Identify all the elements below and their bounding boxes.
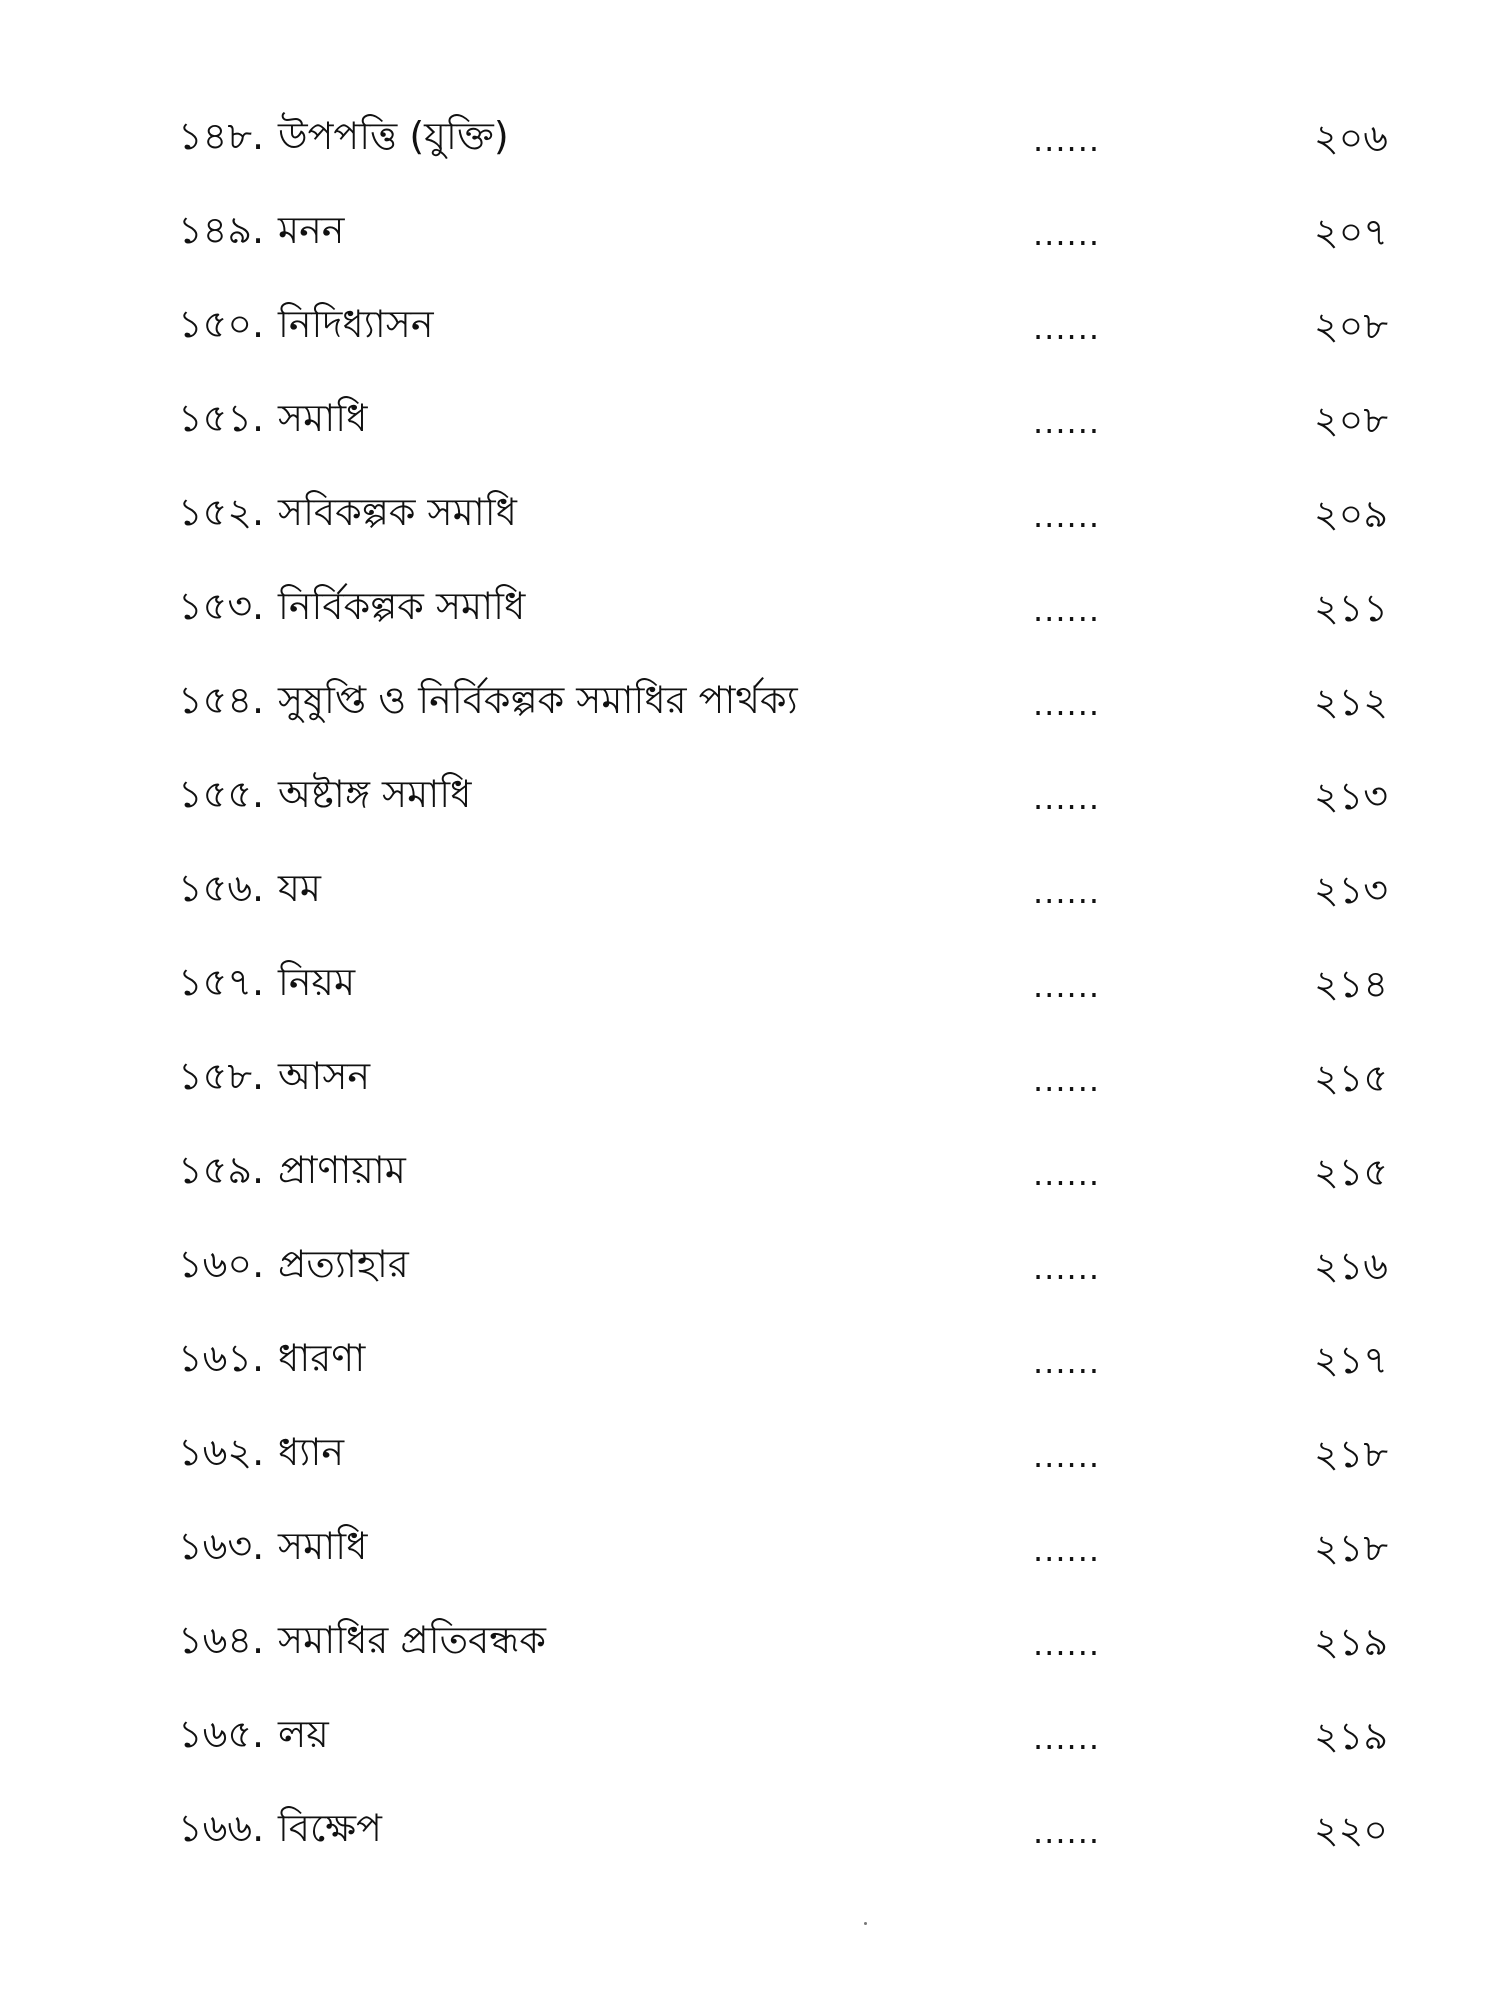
toc-entry-number: ১৫৯. [178,1148,265,1192]
toc-entry-title: বিক্ষেপ [278,1806,382,1850]
toc-entry-page: ২১৯ [1313,1620,1388,1664]
toc-dot-leader: ...... [1033,1719,1101,1757]
toc-entry-title: প্রাণায়াম [278,1148,406,1192]
toc-dot-leader: ...... [1033,1813,1101,1851]
toc-entry-title: আসন [278,1054,371,1098]
toc-entry-page: ২১৮ [1313,1432,1388,1476]
toc-entry-number: ১৬৫. [178,1712,265,1756]
toc-entry-number: ১৫৪. [178,678,265,722]
toc-entry-page: ২১৬ [1313,1244,1388,1288]
toc-entry-title: যম [278,866,321,910]
toc-entry [178,570,1388,664]
toc-entry-page: ২০৮ [1313,398,1388,442]
toc-entry-title: সুষুপ্তি ও নির্বিকল্পক সমাধির পার্থক্য [278,678,798,722]
toc-entry-title: সমাধির প্রতিবন্ধক [278,1618,546,1662]
toc-entry-number: ১৬৩. [178,1524,265,1568]
toc-entry-number: ১৫৬. [178,866,265,910]
toc-entry [178,1604,1388,1698]
toc-entry-title: নিয়ম [278,960,356,1004]
toc-entry [178,1510,1388,1604]
toc-dot-leader: ...... [1033,1437,1101,1475]
toc-entry-page: ২০৮ [1313,304,1388,348]
toc-entry-page: ২১৩ [1313,774,1388,818]
toc-entry-title: মনন [278,208,345,252]
toc-dot-leader: ...... [1033,967,1101,1005]
toc-entry [178,194,1388,288]
toc-dot-leader: ...... [1033,1061,1101,1099]
toc-entry [178,1698,1388,1792]
toc-entry-page: ২০৬ [1313,116,1388,160]
toc-entry-number: ১৪৯. [178,208,265,252]
toc-entry [178,946,1388,1040]
toc-entry-number: ১৬৪. [178,1618,265,1662]
toc-dot-leader: ...... [1033,1155,1101,1193]
toc-entry-title: প্রত্যাহার [278,1242,409,1286]
toc-entry-number: ১৬২. [178,1430,265,1474]
toc-entry-page: ২১৩ [1313,868,1388,912]
toc-entry-number: ১৬১. [178,1336,265,1380]
toc-entry [178,1416,1388,1510]
toc-entry [178,664,1388,758]
toc-dot-leader: ...... [1033,121,1101,159]
toc-dot-leader: ...... [1033,779,1101,817]
toc-entry-number: ১৬৬. [178,1806,265,1850]
toc-entry-title: নিদিধ্যাসন [278,302,434,346]
toc-entry-title: লয় [278,1712,329,1756]
toc-entry [178,1322,1388,1416]
table-of-contents [178,100,1388,1886]
toc-entry [178,1792,1388,1886]
toc-dot-leader: ...... [1033,873,1101,911]
toc-entry [178,288,1388,382]
toc-entry-title: ধ্যান [278,1430,345,1474]
toc-entry-title: সমাধি [278,396,368,440]
toc-entry-page: ২০৯ [1313,492,1388,536]
toc-entry-title: উপপত্তি (যুক্তি) [278,114,509,158]
toc-dot-leader: ...... [1033,1343,1101,1381]
toc-entry-number: ১৫১. [178,396,265,440]
toc-entry-page: ২০৭ [1313,210,1388,254]
toc-entry-title: অষ্টাঙ্গ সমাধি [278,772,472,816]
toc-entry-number: ১৫৫. [178,772,265,816]
toc-entry [178,476,1388,570]
toc-entry-title: ধারণা [278,1336,366,1380]
toc-entry-page: ২১৪ [1313,962,1388,1006]
toc-dot-leader: ...... [1033,1249,1101,1287]
toc-entry [178,1228,1388,1322]
toc-entry [178,100,1388,194]
toc-entry-page: ২১২ [1313,680,1388,724]
toc-dot-leader: ...... [1033,591,1101,629]
toc-entry-title: সবিকল্পক সমাধি [278,490,517,534]
toc-entry [178,1134,1388,1228]
toc-entry-page: ২২০ [1313,1808,1388,1852]
toc-dot-leader: ...... [1033,1531,1101,1569]
toc-dot-leader: ...... [1033,309,1101,347]
toc-entry-page: ২১৫ [1313,1150,1388,1194]
toc-entry-number: ১৫৩. [178,584,265,628]
toc-dot-leader: ...... [1033,1625,1101,1663]
toc-entry-number: ১৫৭. [178,960,265,1004]
toc-entry-number: ১৪৮. [178,114,265,158]
toc-dot-leader: ...... [1033,403,1101,441]
toc-dot-leader: ...... [1033,685,1101,723]
toc-entry-page: ২১৫ [1313,1056,1388,1100]
print-speck [864,1922,867,1925]
toc-entry-page: ২১৮ [1313,1526,1388,1570]
toc-entry [178,852,1388,946]
toc-entry-number: ১৬০. [178,1242,265,1286]
toc-dot-leader: ...... [1033,497,1101,535]
toc-entry [178,1040,1388,1134]
toc-entry-number: ১৫২. [178,490,265,534]
toc-dot-leader: ...... [1033,215,1101,253]
toc-entry [178,758,1388,852]
toc-entry-title: সমাধি [278,1524,368,1568]
toc-entry [178,382,1388,476]
toc-entry-number: ১৫০. [178,302,265,346]
toc-entry-page: ২১১ [1313,586,1388,630]
toc-entry-number: ১৫৮. [178,1054,265,1098]
toc-entry-page: ২১৭ [1313,1338,1388,1382]
toc-entry-title: নির্বিকল্পক সমাধি [278,584,526,628]
toc-entry-page: ২১৯ [1313,1714,1388,1758]
